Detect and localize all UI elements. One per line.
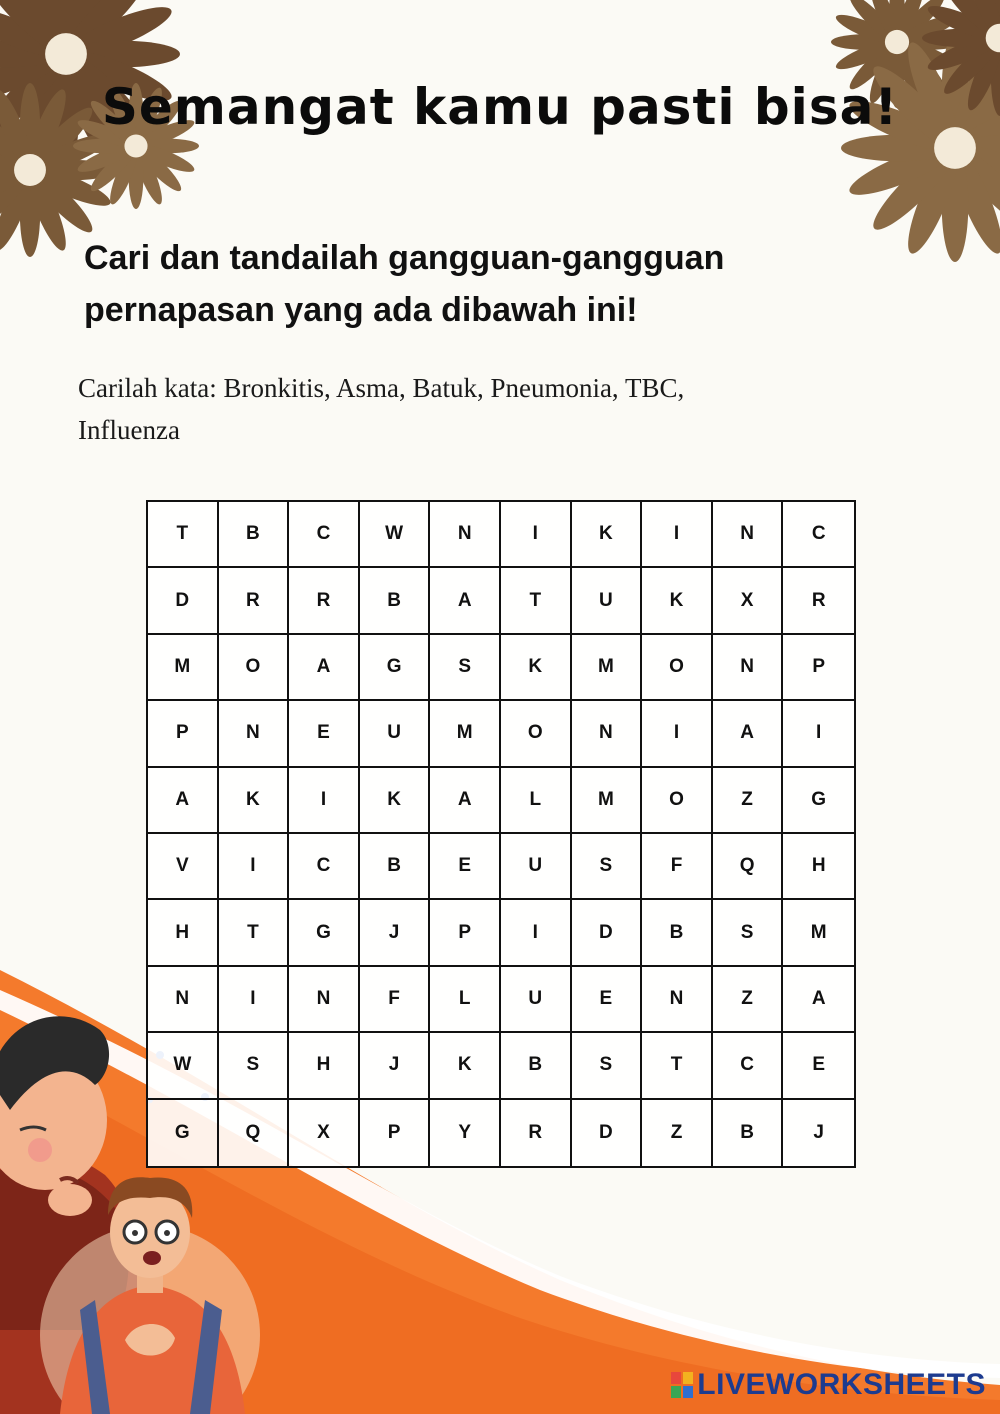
grid-cell[interactable]: E xyxy=(783,1033,854,1099)
grid-cell[interactable]: D xyxy=(572,900,643,966)
grid-cell[interactable]: O xyxy=(501,701,572,767)
grid-cell[interactable]: K xyxy=(642,568,713,634)
grid-cell[interactable]: R xyxy=(289,568,360,634)
grid-cell[interactable]: B xyxy=(713,1100,784,1166)
grid-cell[interactable]: S xyxy=(430,635,501,701)
liveworksheets-logo-icon xyxy=(671,1372,693,1398)
grid-cell[interactable]: T xyxy=(148,502,219,568)
grid-cell[interactable]: I xyxy=(501,502,572,568)
grid-cell[interactable]: C xyxy=(783,502,854,568)
brand-watermark xyxy=(671,1368,986,1402)
grid-cell[interactable]: P xyxy=(148,701,219,767)
grid-cell[interactable]: W xyxy=(148,1033,219,1099)
grid-cell[interactable]: A xyxy=(430,768,501,834)
grid-cell[interactable]: N xyxy=(219,701,290,767)
grid-cell[interactable]: G xyxy=(360,635,431,701)
grid-cell[interactable]: X xyxy=(289,1100,360,1166)
grid-cell[interactable]: Z xyxy=(642,1100,713,1166)
grid-cell[interactable]: S xyxy=(572,1033,643,1099)
grid-cell[interactable]: I xyxy=(289,768,360,834)
grid-cell[interactable]: F xyxy=(360,967,431,1033)
instruction-line: Cari dan tandailah gangguan-gangguan xyxy=(84,239,725,277)
word-search-grid xyxy=(146,500,856,1168)
grid-cell[interactable]: S xyxy=(219,1033,290,1099)
grid-cell[interactable]: T xyxy=(642,1033,713,1099)
grid-cell[interactable]: U xyxy=(360,701,431,767)
word-list-line: Carilah kata: Bronkitis, Asma, Batuk, Pneumonia, TBC, xyxy=(78,373,685,403)
grid-cell[interactable]: A xyxy=(289,635,360,701)
grid-cell[interactable]: Y xyxy=(430,1100,501,1166)
grid-cell[interactable]: N xyxy=(642,967,713,1033)
grid-cell[interactable]: O xyxy=(642,768,713,834)
word-list xyxy=(78,367,878,451)
grid-cell[interactable]: J xyxy=(360,1033,431,1099)
grid-cell[interactable]: K xyxy=(219,768,290,834)
grid-cell[interactable]: B xyxy=(219,502,290,568)
grid-cell[interactable]: A xyxy=(148,768,219,834)
grid-cell[interactable]: E xyxy=(572,967,643,1033)
grid-cell[interactable]: Z xyxy=(713,967,784,1033)
instruction-line: pernapasan yang ada dibawah ini! xyxy=(84,291,638,329)
grid-cell[interactable]: J xyxy=(813,1121,824,1143)
grid-cell[interactable]: E xyxy=(289,701,360,767)
grid-cell[interactable]: S xyxy=(713,900,784,966)
grid-cell[interactable]: M xyxy=(572,635,643,701)
grid-cell[interactable]: A xyxy=(713,701,784,767)
grid-cell[interactable]: C xyxy=(713,1033,784,1099)
grid-cell[interactable]: G xyxy=(289,900,360,966)
grid-cell[interactable]: K xyxy=(501,635,572,701)
grid-cell[interactable]: Q xyxy=(713,834,784,900)
grid-cell[interactable]: I xyxy=(642,701,713,767)
grid-cell[interactable]: T xyxy=(219,900,290,966)
grid-cell[interactable]: B xyxy=(501,1033,572,1099)
grid-cell[interactable]: P xyxy=(360,1100,431,1166)
grid-cell[interactable]: U xyxy=(501,967,572,1033)
grid-cell[interactable]: W xyxy=(360,502,431,568)
grid-cell[interactable]: I xyxy=(501,900,572,966)
grid-cell[interactable]: N xyxy=(572,701,643,767)
grid-cell[interactable]: R xyxy=(501,1100,572,1166)
grid-cell[interactable]: K xyxy=(360,768,431,834)
grid-cell[interactable]: U xyxy=(501,834,572,900)
grid-cell[interactable]: N xyxy=(713,502,784,568)
grid-cell[interactable]: M xyxy=(148,635,219,701)
grid-cell[interactable]: B xyxy=(360,568,431,634)
grid-cell[interactable]: U xyxy=(572,568,643,634)
grid-cell[interactable]: F xyxy=(642,834,713,900)
grid-cell[interactable]: H xyxy=(289,1033,360,1099)
grid-cell[interactable]: J xyxy=(360,900,431,966)
grid-cell[interactable]: B xyxy=(360,834,431,900)
grid-cell[interactable]: N xyxy=(713,635,784,701)
grid-cell[interactable]: S xyxy=(572,834,643,900)
grid-cell[interactable]: H xyxy=(148,900,219,966)
grid-cell[interactable]: N xyxy=(430,502,501,568)
grid-cell[interactable]: X xyxy=(713,568,784,634)
grid-cell[interactable]: O xyxy=(642,635,713,701)
grid-cell[interactable]: R xyxy=(783,568,854,634)
grid-cell[interactable]: P xyxy=(430,900,501,966)
grid-cell[interactable]: I xyxy=(219,967,290,1033)
brand-name: LIVEWORKSHEETS xyxy=(697,1368,986,1401)
grid-cell[interactable]: H xyxy=(783,834,854,900)
grid-cell[interactable]: P xyxy=(783,635,854,701)
grid-cell[interactable]: Q xyxy=(219,1100,290,1166)
grid-cell[interactable]: T xyxy=(501,568,572,634)
grid-cell[interactable]: G xyxy=(148,1100,219,1166)
page-title: Semangat kamu pasti bisa! xyxy=(101,78,899,136)
grid-cell[interactable]: V xyxy=(148,834,219,900)
grid-cell[interactable]: A xyxy=(430,568,501,634)
grid-cell[interactable]: O xyxy=(219,635,290,701)
grid-cell[interactable]: G xyxy=(783,768,854,834)
grid-cell[interactable]: D xyxy=(572,1100,643,1166)
grid-cell[interactable]: N xyxy=(148,967,219,1033)
grid-cell[interactable]: M xyxy=(783,900,854,966)
grid-cell[interactable]: C xyxy=(289,502,360,568)
word-list-line: Influenza xyxy=(78,415,180,445)
grid-cell[interactable]: M xyxy=(572,768,643,834)
instruction-text xyxy=(84,232,904,336)
grid-cell[interactable]: M xyxy=(430,701,501,767)
grid-cell[interactable]: L xyxy=(430,967,501,1033)
grid-cell[interactable]: B xyxy=(642,900,713,966)
grid-cell[interactable]: I xyxy=(642,502,713,568)
grid-cell[interactable]: R xyxy=(219,568,290,634)
grid-cell[interactable]: L xyxy=(501,768,572,834)
grid-cell[interactable]: K xyxy=(572,502,643,568)
grid-cell[interactable]: C xyxy=(289,834,360,900)
grid-cell[interactable]: I xyxy=(783,701,854,767)
grid-cell[interactable]: D xyxy=(148,568,219,634)
grid-cell[interactable]: N xyxy=(289,967,360,1033)
grid-cell[interactable]: K xyxy=(430,1033,501,1099)
grid-cell[interactable]: A xyxy=(783,967,854,1033)
grid-cell[interactable]: I xyxy=(219,834,290,900)
grid-cell[interactable]: E xyxy=(430,834,501,900)
grid-cell[interactable]: Z xyxy=(713,768,784,834)
